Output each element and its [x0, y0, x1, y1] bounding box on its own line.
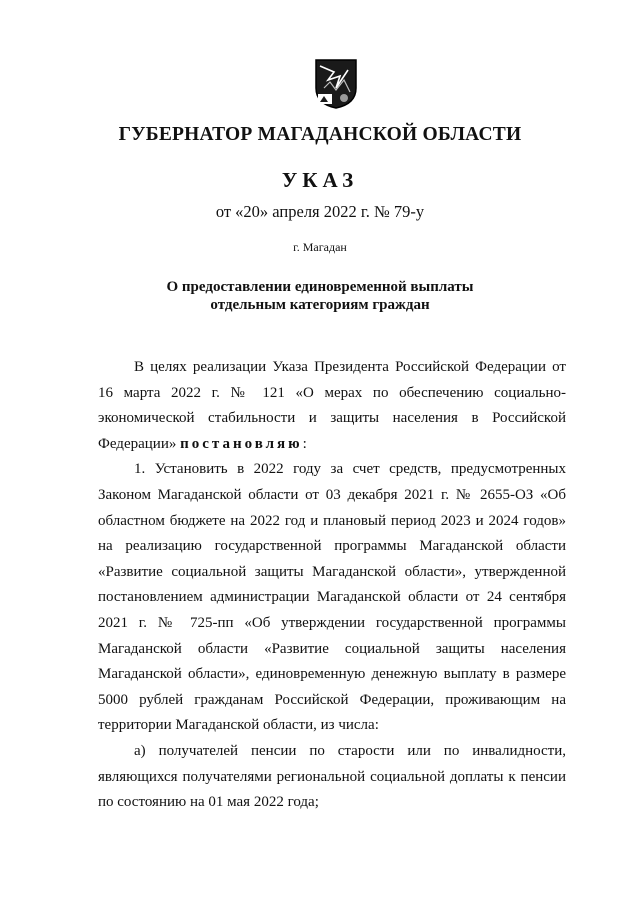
resolve-word: постановляю: [180, 435, 303, 452]
subject-line-2: отдельным категориям граждан: [210, 297, 430, 313]
decree-subject: [0, 278, 640, 314]
decree-word: УКАЗ: [281, 168, 359, 192]
preamble-paragraph: [98, 355, 566, 457]
decree-date: от «20» апреля 2022 г. № 79-у: [215, 202, 425, 221]
preamble-text: В целях реализации Указа Президента Российской Федерации от 16 марта 2022 г. № 121 «О мерах по обеспечению социально-экономической стабильности и защиты населения в Российской Федерации»: [98, 359, 566, 452]
clause-1: 1. Установить в 2022 году за счет средств, предусмотренных Законом Магаданской области от 03 декабря 2021 г. № 2655-ОЗ «Об областном бюджете на 2022 год и плановый период 2023 и 2024 годов» на реализацию государственной программы Магаданской области «Развитие социальной защиты Магаданской области», утвержденной постановлением администрации Магаданской области от 24 сентября 2021 г. № 725-пп «Об утверждении государственной программы Магаданской области «Развитие социальной защиты населения Магаданской области», единовременную денежную выплату в размере 5000 рублей гражданам Российской Федерации, проживающим на территории Магаданской области, из числа:: [98, 461, 566, 734]
decree-body: [98, 355, 566, 816]
subject-line-1: О предоставлении единовременной выплаты: [166, 279, 474, 295]
clause-1a: а) получателей пенсии по старости или по инвалидности, являющихся получателями региональной социальной доплаты к пенсии по состоянию на 01 мая 2022 года;: [98, 742, 566, 811]
resolve-punct: :: [302, 435, 307, 452]
decree-city: г. Магадан: [293, 240, 347, 254]
coat-of-arms-icon: [314, 58, 358, 110]
governor-title: ГУБЕРНАТОР МАГАДАНСКОЙ ОБЛАСТИ: [118, 124, 522, 145]
